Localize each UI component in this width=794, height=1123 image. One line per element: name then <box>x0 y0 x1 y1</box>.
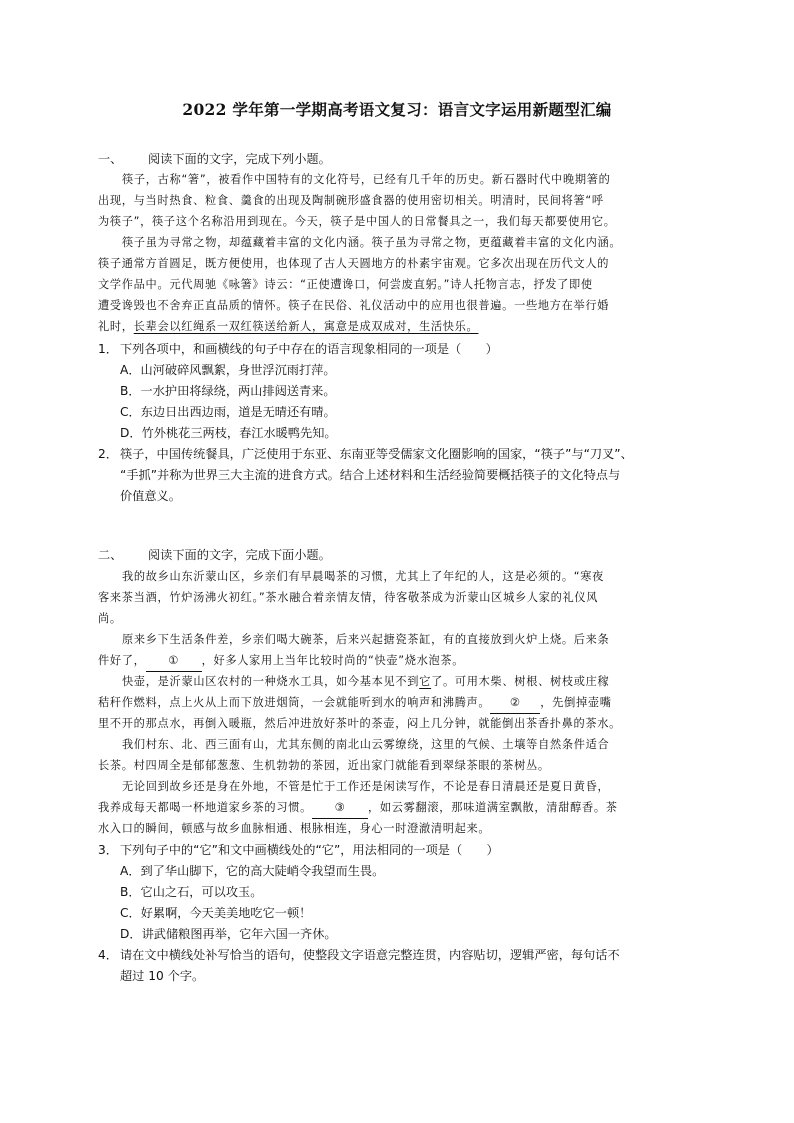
passage2-text: 我养成每天都喝一杯地道家乡茶的习惯。 <box>98 801 312 814</box>
passage2-text: 秸秆作燃料，点上火从上而下放进烟筒，一会就能听到水的响声和沸腾声。 <box>98 696 491 709</box>
question-number: 3． <box>98 843 118 857</box>
passage2-line: 我的故乡山东沂蒙山区，乡亲们有早晨喝茶的习惯，尤其上了年纪的人，这是必须的。“寒夜 <box>122 570 604 583</box>
option-d: D．讲武储粮图再举，它年六国一齐休。 <box>120 927 337 941</box>
question-number: 2． <box>98 447 118 461</box>
option-b: B．它山之石，可以攻玉。 <box>120 885 263 899</box>
question-4 <box>98 945 702 965</box>
passage1-line: 遭受谗毁也不舍弃正直品质的情怀。筷子在民俗、礼仪活动中的应用也很普遍。一些地方在举行婚 <box>98 299 610 312</box>
passage1-line: 筷子虽为寻常之物，却蕴藏着丰富的文化内涵。筷子虽为寻常之物，更蕴藏着丰富的文化内涵。 <box>122 236 622 249</box>
question-text: 超过 10 个字。 <box>120 969 205 983</box>
passage2-line <box>98 798 702 819</box>
passage1-text: 礼时， <box>98 320 134 333</box>
question-text: 筷子，中国传统餐具，广泛使用于东亚、东南亚等受儒家文化圈影响的国家，“筷子”与“刀叉”、 <box>120 447 633 461</box>
question-number: 1． <box>98 342 118 356</box>
passage2-text: 了。可用木柴、树根、树枝或庄稼 <box>431 675 610 688</box>
question-3 <box>98 840 702 860</box>
passage2-line: 长茶。村四周全是郁郁葱葱、生机勃勃的茶园，近出家门就能看到翠绿茶眼的茶树丛。 <box>98 759 550 772</box>
passage1-line: 为筷子”，筷子这个名称沿用到现在。今天，筷子是中国人的日常餐具之一，我们每天都要使用它。 <box>98 215 616 228</box>
passage1-line <box>98 317 702 337</box>
passage2-line: 里不开的那点水，再倒入暖瓶，然后冲进放好茶叶的茶壶，闷上几分钟，就能倒出茶香扑鼻的茶水。 <box>98 717 622 730</box>
section1-heading <box>98 149 702 169</box>
underlined-sentence: 长辈会以红绳系一双红筷送给新人，寓意是成双成对，生活快乐。 <box>133 320 479 333</box>
question-text: 请在文中横线处补写恰当的语句，使整段文字语意完整连贯，内容贴切，逻辑严密，每句话不 <box>120 948 620 962</box>
option-d: D．竹外桃花三两枝，春江水暖鸭先知。 <box>120 426 337 440</box>
question-1 <box>98 339 702 359</box>
question-2 <box>98 444 702 464</box>
question-stem: 下列各项中，和画横线的句子中存在的语言现象相同的一项是（ ） <box>120 342 498 356</box>
passage2-text: ，先倒掉壶嘴 <box>540 696 612 709</box>
section2-number: 二、 <box>98 548 123 562</box>
option-c: C．东边日出西边雨，道是无晴还有晴。 <box>120 405 336 419</box>
question-stem: 下列句子中的“它”和文中画横线处的“它”，用法相同的一项是（ ） <box>120 843 499 857</box>
passage1-line: 筷子，古称“箸”，被看作中国特有的文化符号，已经有几千年的历史。新石器时代中晚期箸的 <box>122 173 611 186</box>
passage2-line <box>98 693 702 714</box>
passage1-line: 出现，与当时热食、粒食、羹食的出现及陶制碗形盛食器的使用密切相关。明清时，民间将箸“呼 <box>98 194 604 207</box>
passage2-text: ，好多人家用上当年比较时尚的“快壶”烧水泡茶。 <box>201 654 465 667</box>
question-text: 价值意义。 <box>120 489 181 503</box>
passage2-text: 件好了， <box>98 654 146 667</box>
section1-instruction: 阅读下面的文字，完成下列小题。 <box>148 152 331 166</box>
passage2-text: ，如云雾翻滚，那味道满室飘散，清甜醇香。茶 <box>367 801 618 814</box>
passage2-text: 快壶，是沂蒙山区农村的一种烧水工具，如今基本见不到 <box>122 675 420 688</box>
underlined-word: 它 <box>419 675 432 688</box>
passage2-line: 无论回到故乡还是身在外地，不管是忙于工作还是闲读写作，不论是春日清晨还是夏日黄昏， <box>122 780 610 793</box>
section2-instruction: 阅读下面的文字，完成下面小题。 <box>148 548 331 562</box>
blank-1: ① <box>146 651 202 672</box>
passage2-line <box>98 651 702 672</box>
passage2-line: 原来乡下生活条件差，乡亲们喝大碗茶，后来兴起搪瓷茶缸，有的直接放到火炉上烧。后来条 <box>122 633 610 646</box>
passage2-line: 水入口的瞬间，顿感与故乡血脉相通、根脉相连，身心一时澄澈清明起来。 <box>98 822 491 835</box>
option-a: A．到了华山脚下，它的高大陡峭令我望而生畏。 <box>120 864 385 878</box>
passage2-line: 客来茶当酒，竹炉汤沸火初红。”茶水融合着亲情友情，待客敬茶成为沂蒙山区城乡人家的礼仪风 <box>98 591 599 604</box>
option-c: C．好累啊，今天美美地吃它一顿！ <box>120 906 312 920</box>
passage2-line <box>122 672 726 692</box>
page-title: 2022 学年第一学期高考语文复习：语言文字运用新题型汇编 <box>182 100 612 119</box>
passage1-line: 筷子通常方首圆足，既方便使用，也体现了古人天圆地方的朴素宇宙观。它多次出现在历代文人的 <box>98 257 610 270</box>
option-a: A．山河破碎风飘絮，身世浮沉雨打萍。 <box>120 363 336 377</box>
blank-2: ② <box>490 693 540 714</box>
passage1-line: 文学作品中。元代周驰《咏箸》诗云：“正使遭谗口，何尝废直躬。”诗人托物言志，抒发了即使 <box>98 278 593 291</box>
passage2-line: 尚。 <box>98 612 122 625</box>
question-text: “手抓”并称为世界三大主流的进食方式。结合上述材料和生活经验简要概括筷子的文化特点与 <box>120 468 621 482</box>
section2-heading <box>98 545 702 565</box>
option-b: B．一水护田将绿绕，两山排闼送青来。 <box>120 384 336 398</box>
blank-3: ③ <box>312 798 368 819</box>
question-number: 4． <box>98 948 118 962</box>
section1-number: 一、 <box>98 152 123 166</box>
passage2-line: 我们村东、北、西三面有山，尤其东侧的南北山云雾缭绕，这里的气候、土壤等自然条件适合 <box>122 738 610 751</box>
